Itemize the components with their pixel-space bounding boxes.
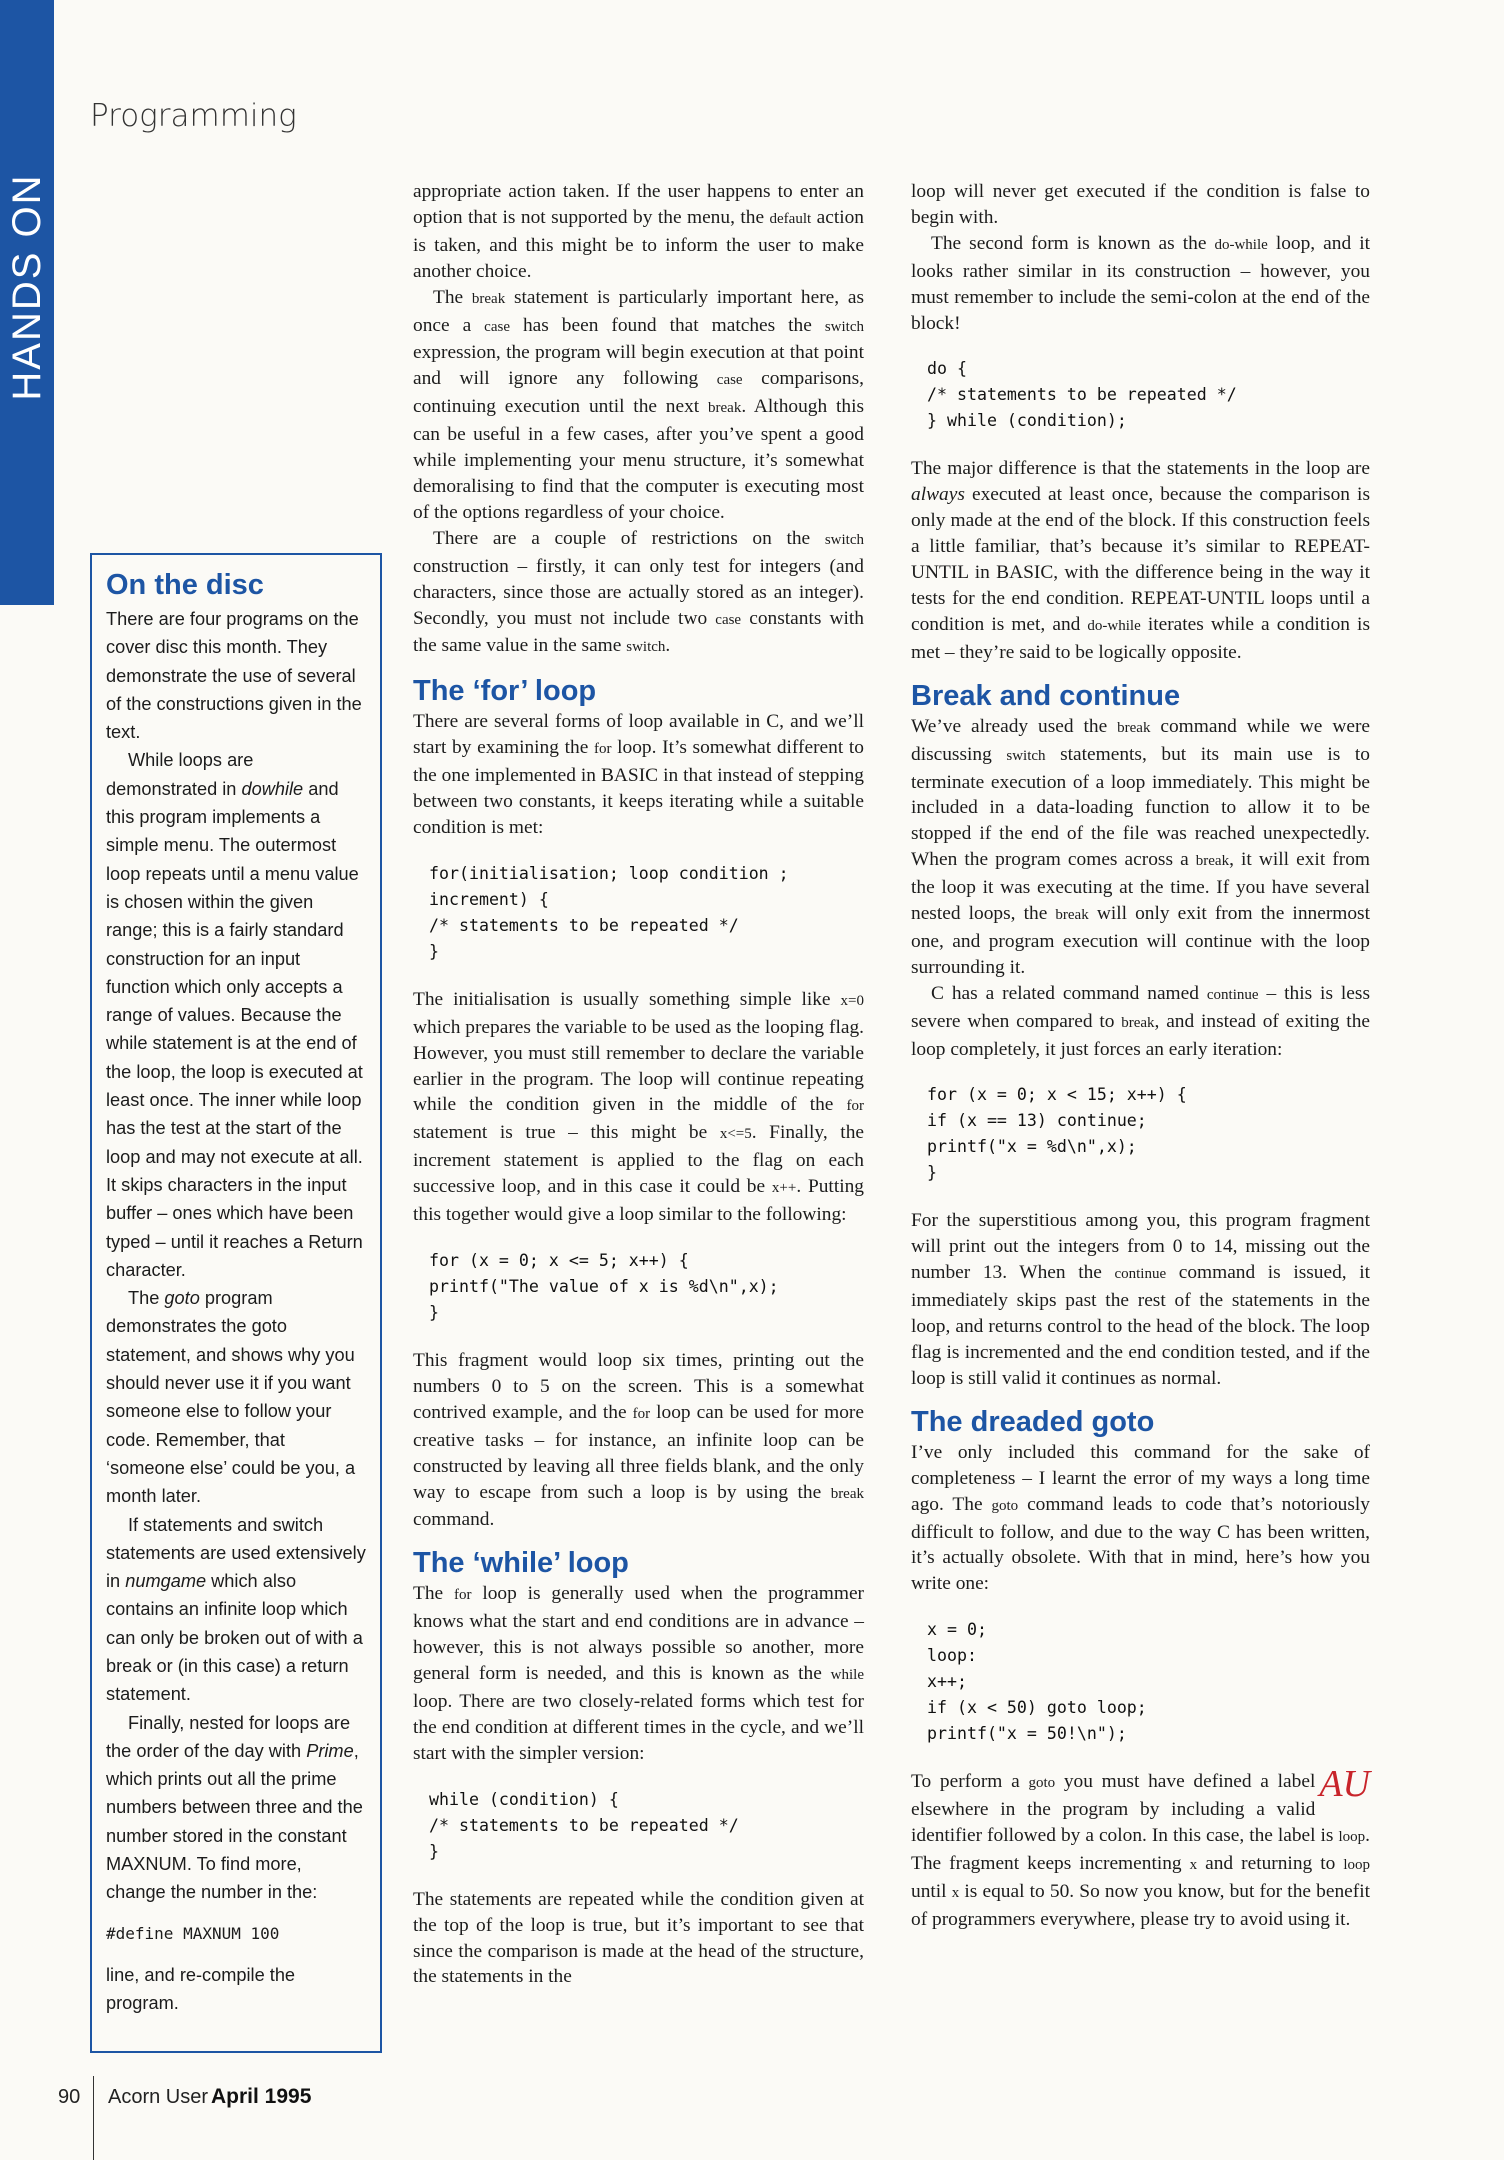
heading-while-loop: The ‘while’ loop bbox=[413, 1547, 629, 1580]
heading-for-loop: The ‘for’ loop bbox=[413, 675, 597, 708]
code-block-while: while (condition) { /* statements to be repeated */ } bbox=[429, 1789, 739, 1861]
body-paragraph: The statements are repeated while the condition given at the top of the loop is true, but it’s important to see that since the comparison is made at the head of the structure, the statements in the bbox=[413, 1888, 864, 1988]
body-paragraph: loop will never get executed if the condition is false to begin with. bbox=[911, 181, 1370, 228]
hands-on-sidebar bbox=[0, 0, 54, 605]
code-block-for: for(initialisation; loop condition ; increment) { /* statements to be repeated */ } bbox=[429, 863, 789, 961]
body-paragraph: The for loop is generally used when the programmer knows what the start and end conditions are in advance – however, this is not always possible so another, more general form is needed, and this is known as the while loop. There are two closely-related forms which test for the end condition at different times in the cycle, and we’ll start with the simpler version: bbox=[413, 1583, 865, 1764]
body-paragraph: C has a related command named continue – this is less severe when compared to break, and instead of exiting the loop completely, it just forces an early iteration: bbox=[911, 982, 1371, 1060]
box-paragraph: Finally, nested for loops are the order of the day with Prime, which prints out all the prime numbers between three and the number stored in the constant MAXNUM. To find more, change the number in the: bbox=[106, 1712, 363, 1903]
code-block-goto: x = 0; loop: x++; if (x < 50) goto loop; printf("x = 50!\n"); bbox=[927, 1620, 1147, 1744]
box-paragraph: The goto program demonstrates the goto statement, and shows why you should never use it if you want someone else to follow your code. Remember, that ‘someone else’ could be you, a month later. bbox=[106, 1288, 356, 1507]
issue-date: April 1995 bbox=[211, 2085, 312, 2108]
heading-break-continue: Break and continue bbox=[911, 679, 1181, 712]
box-paragraph: line, and re-compile the program. bbox=[106, 1964, 296, 2013]
box-paragraph: While loops are demonstrated in dowhile and this program implements a simple menu. The outermost loop repeats until a menu value is chosen within the given range; this is a fairly standard construction for an input function which only accepts a range of values. Because the while statement is at the end of the loop, the loop is executed at least once. The inner while loop has the test at the start of the loop and may not execute at all. It skips characters in the input buffer – ones which have been typed – until it reaches a Return character. bbox=[106, 750, 363, 1280]
body-paragraph: The initialisation is usually something simple like x=0 which prepares the variable to be used as the looping flag. However, you must still remember to declare the variable earlier in the program. The loop will continue repeating while the condition given in the middle of the for statement is true – this might be x<=5. Finally, the increment statement is applied to the flag on each successive loop, and in this case it could be x++. Putting this together would give a loop similar to the following: bbox=[413, 988, 864, 1226]
code-block-for-example: for (x = 0; x <= 5; x++) { printf("The value of x is %d\n",x); } bbox=[429, 1251, 779, 1322]
body-paragraph: There are a couple of restrictions on the switch construction – firstly, it can only test for integers (and characters, since those are actually stored as an integer). Secondly, you must not include two case constants with the same value in the same switch. bbox=[413, 527, 864, 657]
box-paragraph: There are four programs on the cover disc this month. They demonstrate the use of several of the constructions given in the text. bbox=[106, 609, 362, 743]
end-mark-logo: AU bbox=[1319, 1763, 1370, 1806]
on-the-disc-box bbox=[90, 553, 382, 2053]
body-paragraph: I’ve only included this command for the sake of completeness – I learnt the error of my ways a long time ago. The goto command leads to code that’s notoriously difficult to follow, and due to the way C has been written, it’s actually obsolete. With that in mind, here’s how you write one: bbox=[911, 1441, 1370, 1595]
body-paragraph: We’ve already used the break command while we were discussing switch statements, but its main use is to terminate execution of a loop immediately. This might be included in a data-loading function to allow it to be stopped if the end of the file was reached unexpectedly. When the program comes across a break, it will exit from the loop it was executing at the time. If you have several nested loops, the break will only exit from the innermost one, and program execution will continue with the loop surrounding it. bbox=[911, 715, 1371, 978]
article-column-1 bbox=[413, 179, 864, 1990]
code-block-do-while: do { /* statements to be repeated */ } while (condition); bbox=[927, 359, 1237, 431]
body-paragraph: The second form is known as the do-while loop, and it looks rather similar in its construction – however, you must remember to include the semi-colon at the end of the block! bbox=[911, 232, 1370, 334]
page-number: 90 bbox=[58, 2086, 81, 2108]
body-paragraph: The major difference is that the statements in the loop are always executed at least once, because the comparison is only made at the end of the block. If this construction feels a little familiar, that’s because it’s similar to REPEAT-UNTIL in BASIC, with the difference being in the way it tests for the end condition. REPEAT-UNTIL loops until a condition is met, and do-while iterates while a condition is met – they’re said to be logically opposite. bbox=[911, 458, 1370, 663]
section-title: Programming bbox=[90, 98, 297, 134]
body-paragraph: There are several forms of loop available in C, and we’ll start by examining the for loop. It’s somewhat different to the one implemented in BASIC in that instead of stepping between two constants, it keeps iterating while a suitable condition is met: bbox=[413, 711, 864, 838]
magazine-name: Acorn User bbox=[108, 2086, 209, 2108]
article-column-2 bbox=[911, 179, 1370, 1933]
body-paragraph: The break statement is particularly important here, as once a case has been found that matches the switch expression, the program will begin execution at that point and will ignore any following case comparisons, continuing execution until the next break. Although this can be useful in a few cases, after you’ve spent a good while implementing your menu structure, it’s somewhat demoralising to find that the computer is executing most of the options regardless of your choice. bbox=[413, 286, 864, 523]
code-block-continue: for (x = 0; x < 15; x++) { if (x == 13) continue; printf("x = %d\n",x); } bbox=[927, 1085, 1187, 1183]
body-paragraph: For the superstitious among you, this program fragment will print out the integers from 0 to 14, missing out the number 13. When the continue command is issued, it immediately skips past the rest of the statements in the loop, and returns control to the head of the block. The loop flag is incremented and the end condition tested, and if the loop is still valid it continues as normal. bbox=[911, 1210, 1371, 1389]
box-paragraph: If statements and switch statements are used extensively in numgame which also contains an infinite loop which can only be broken out of with a break or (in this case) a return statement. bbox=[106, 1514, 366, 1705]
heading-dreaded-goto: The dreaded goto bbox=[911, 1405, 1155, 1438]
box-title: On the disc bbox=[106, 569, 264, 601]
box-code: #define MAXNUM 100 bbox=[106, 1923, 280, 1943]
body-paragraph: appropriate action taken. If the user happens to enter an option that is not supported by the menu, the default action is taken, and this might be to inform the user to make another choice. bbox=[413, 181, 864, 282]
footer-divider bbox=[93, 2076, 94, 2160]
body-paragraph: AU To perform a goto you must have defined a label elsewhere in the program by including a valid identifier followed by a colon. In this case, the label is loop. The fragment keeps incrementing x and returning to loop until x is equal to 50. So now you know, but for the benefit of programmers everywhere, please try to avoid using it. bbox=[911, 1763, 1370, 1930]
sidebar-label: HANDS ON bbox=[5, 173, 49, 401]
body-paragraph: This fragment would loop six times, printing out the numbers 0 to 5 on the screen. This is a somewhat contrived example, and the for loop can be used for more creative tasks – for instance, an infinite loop can be constructed by leaving all three fields blank, and the only way to escape from such a loop is by using the break command. bbox=[413, 1350, 864, 1531]
